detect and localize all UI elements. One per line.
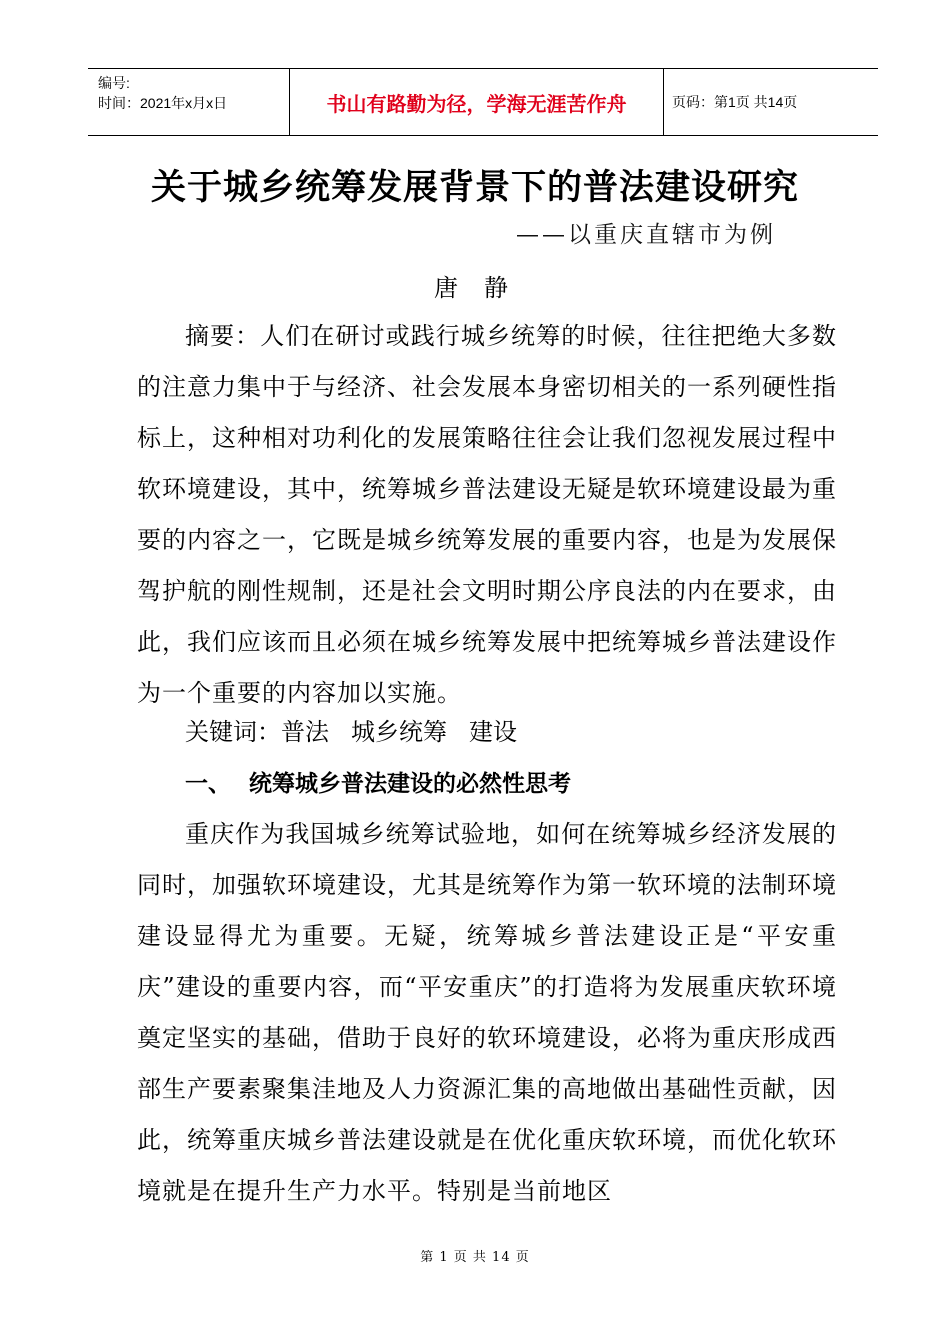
keyword-item: 建设 <box>469 718 517 746</box>
document-title: 关于城乡统筹发展背景下的普法建设研究 <box>150 167 799 208</box>
time-label: 时间：2021年x月x日 <box>98 95 228 111</box>
keyword-item: 普法 <box>281 718 329 746</box>
page-footer: 第 1 页 共 14 页 <box>420 1250 530 1265</box>
document-header <box>88 68 878 136</box>
header-motto-cell <box>290 69 664 135</box>
motto-text: 书山有路勤为径，学海无涯苦作舟 <box>326 93 627 116</box>
keywords-label: 关键词： <box>185 718 281 746</box>
number-label: 编号: <box>98 75 130 91</box>
header-meta-cell <box>88 69 290 135</box>
page-info: 页码：第1页 共14页 <box>672 94 798 110</box>
keywords-line <box>185 707 539 758</box>
section-title: 统筹城乡普法建设的必然性思考 <box>249 770 571 796</box>
author-name: 唐静 <box>434 274 534 302</box>
abstract-paragraph: 摘要：人们在研讨或践行城乡统筹的时候，往往把绝大多数的注意力集中于与经济、社会发展本身密切相关的一系列硬性指标上，这种相对功利化的发展策略往往会让我们忽视发展过程中软环境建设，其中，统筹城乡普法建设无疑是软环境建设最为重要的内容之一，它既是城乡统筹发展的重要内容，也是为发展保驾护航的刚性规制，还是社会文明时期公序良法的内在要求，由此，我们应该而且必须在城乡统筹发展中把统筹城乡普法建设作为一个重要的内容加以实施。 <box>137 322 837 707</box>
document-subtitle: ——以重庆直辖市为例 <box>516 222 776 248</box>
keyword-item: 城乡统筹 <box>351 718 447 746</box>
section-number: 一、 <box>185 770 231 796</box>
body-paragraph: 重庆作为我国城乡统筹试验地，如何在统筹城乡经济发展的同时，加强软环境建设，尤其是统筹作为第一软环境的法制环境建设显得尤为重要。无疑，统筹城乡普法建设正是“平安重庆”建设的重要内容，而“平安重庆”的打造将为发展重庆软环境奠定坚实的基础，借助于良好的软环境建设，必将为重庆形成西部生产要素聚集洼地及人力资源汇集的高地做出基础性贡献，因此，统筹重庆城乡普法建设就是在优化重庆软环境，而优化软环境就是在提升生产力水平。特别是当前地区 <box>137 820 837 1205</box>
section-heading <box>185 758 571 809</box>
header-page-cell <box>664 69 878 135</box>
